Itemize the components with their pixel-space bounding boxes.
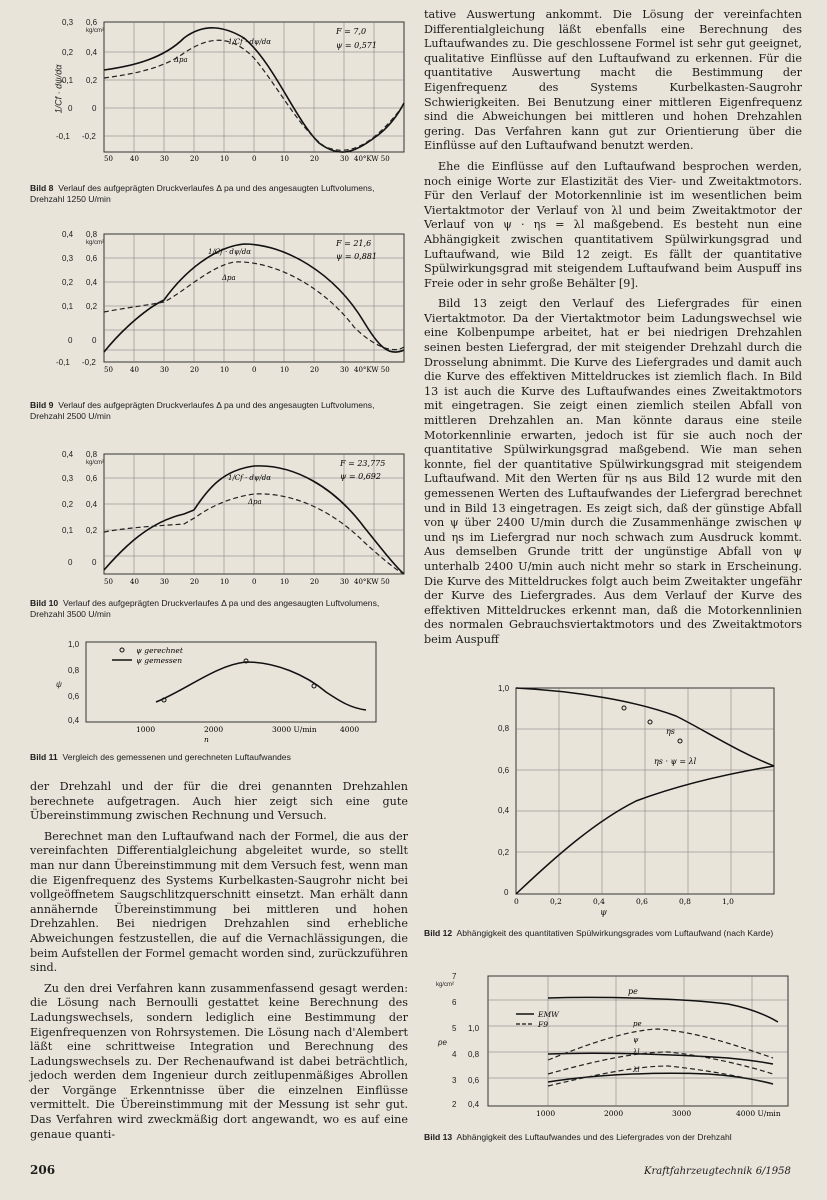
bild12-xtick: 0,8 — [679, 897, 691, 906]
bild12-xlabel: ψ — [600, 908, 608, 918]
journal-title: Kraftfahrzeugtechnik 6/1958 — [644, 1166, 791, 1177]
bild9-xtick: 30 — [340, 366, 349, 374]
bild13-yl: 5 — [452, 1024, 457, 1033]
bild9-yr: -0,2 — [82, 358, 96, 367]
bild9-xtick: 20 — [310, 366, 319, 374]
bild8-xtick: 20 — [190, 155, 199, 163]
bild13-yl: 6 — [452, 998, 457, 1007]
figure-bild11 — [86, 640, 376, 745]
bild12-ytick: 0,2 — [498, 848, 510, 857]
bild13-yr: 0,4 — [468, 1100, 480, 1109]
bild11-ylabel: ψ — [56, 680, 62, 689]
bild12-plot — [516, 686, 774, 908]
bild12-ytick: 0,8 — [498, 724, 510, 733]
bild10-xtick: 0 — [252, 578, 257, 586]
bild11-xtick: 4000 — [340, 725, 360, 734]
bild10-yl: 0,4 — [62, 450, 74, 459]
bild9-yaxis — [30, 228, 104, 373]
bild13-caption-block — [424, 1132, 804, 1143]
bild11-ytick: 0,8 — [68, 666, 80, 675]
bild11-label: Bild 11 — [30, 752, 58, 762]
bild9-xtick: 10 — [220, 366, 229, 374]
bild10-label: Bild 10 — [30, 598, 59, 608]
bild13-ylabel-left: pe — [438, 1038, 447, 1047]
bild8-xtick: 30 — [340, 155, 349, 163]
bild10-xtick: 20 — [310, 578, 319, 586]
bild8-yl: 0 — [68, 104, 73, 113]
bild12-xtick: 0,4 — [593, 897, 605, 906]
bild10-plot — [104, 452, 404, 590]
bild13-yr: 1,0 — [468, 1024, 480, 1033]
bild8-yl: 0,1 — [62, 76, 74, 85]
bild8-yr: 0,4 — [86, 48, 98, 57]
bild10-yl: 0,1 — [62, 526, 74, 535]
bild10-xtick: 10 — [280, 578, 289, 586]
bild10-yr: 0,8 — [86, 450, 98, 459]
bild13-yl: 3 — [452, 1076, 457, 1085]
bild9-yr: 0,4 — [86, 278, 98, 287]
bild8-caption-block — [30, 183, 410, 205]
bild9-yl: -0,1 — [56, 358, 70, 367]
bild9-xtick: 20 — [190, 366, 199, 374]
bild9-curve-label-1: 1/Cf · dψ/dα — [208, 248, 251, 256]
bild13-label: Bild 13 — [424, 1132, 453, 1142]
bild11-ytick: 1,0 — [68, 640, 80, 649]
bild9-xtick: 40 — [130, 366, 139, 374]
bild8-caption: Verlauf des aufgeprägten Druckverlaufes Δ pa und des angesaugten Luftvolumens, Drehzahl 1250 U/min — [30, 183, 375, 204]
bild8-param-psi: ψ = 0,571 — [336, 41, 377, 50]
bild12-curve-label-1: ηs — [666, 727, 675, 736]
figure-bild10 — [104, 452, 404, 590]
bild8-label: Bild 8 — [30, 183, 54, 193]
bild13-yr: 0,8 — [468, 1050, 480, 1059]
bild12-xtick: 1,0 — [722, 897, 734, 906]
bild9-param-psi: ψ = 0,881 — [336, 252, 377, 261]
bild13-caption: Abhängigkeit des Luftaufwandes und des Liefergrades von der Drehzahl — [456, 1132, 732, 1142]
bild9-param-f: F = 21,6 — [336, 239, 372, 248]
bild13-curve-label: pe — [633, 1020, 642, 1028]
bild9-yr: 0,2 — [86, 302, 98, 311]
bild9-yr: 0 — [92, 336, 97, 345]
bild11-xlabel: n — [204, 735, 209, 744]
bild8-xtick: 50 — [104, 155, 113, 163]
bild8-yunit: kg/cm² — [86, 28, 104, 34]
bild8-xtick: 40°KW 50 — [354, 155, 390, 163]
bild10-xtick: 10 — [220, 578, 229, 586]
figure-bild12 — [516, 686, 774, 908]
right-paragraph: Ehe die Einflüsse auf den Luftaufwand besprochen werden, noch einige Worte zur Elastizität des Vier- und Zweitaktmotors. Für den Verlauf der Motorkennlinie ist im wesentlichen beim Viertaktmotor der Verlauf von λl und beim Zweitaktmotor der Verlauf von ψ · ηs = λl maßgebend. Es besteht nun eine Abhängigkeit zwischen quantitativem Spülwirkungsgrad und Luftaufwand, wie Bild 12 zeigt. Es fällt der quantitative Spülwirkungsgrad mit steigendem Luftaufwand beim Auspuff ins Freie oder in sehr große Behälter [9]. — [424, 159, 802, 290]
bild12-label: Bild 12 — [424, 928, 453, 938]
right-paragraph: Bild 13 zeigt den Verlauf des Liefergrades für einen Viertaktmotor. Da der Viertaktmotor beim Ladungswechsel wie eine Kolbenpumpe arbeitet, hat er bei niedrigen Drehzahlen seinen besten Liefergrad, der mit steigender Drehzahl durch die Drosselung abnimmt. Die Kurve des Liefergrades und damit auch die Kurve des effektiven Mitteldruckes ist ziemlich flach. In Bild 13 ist auch die Kurve des Luftaufwandes eines Zweitaktmotors mit eingetragen. Sie zeigt einen ziemlich steilen Abfall von mittleren Drehzahlen an. Man könnte daraus eine steile Motorkennlinie erwarten, jedoch ist für sie auch noch der quantitative Spülwirkungsgrad maßgebend. Wie man sehen konnte, fiel der quantitative Spülwirkungsgrad mit steigendem Luftaufwand. Mit den Werten für ηs aus Bild 12 wurde mit den gemessenen Werten des Luftaufwandes der Liefergrad berechnet und in Bild 13 eingetragen. Es zeigt sich, daß der günstige Abfall von ψ über 2400 U/min durch die Zusammenhänge zwischen ψ und ηs im Liefergrad nur noch schwach zum Ausdruck kommt. Aus demselben Grunde tritt der ungünstige Abfall von ψ unterhalb 2400 U/min auch nicht mehr so stark in Erscheinung. Die Kurve des Mitteldruckes folgt auch beim Zweitakter ungefähr der Kurve des Liefergrades. Aus dem Verlauf der Kurve des effektiven Mitteldruckes erkennt man, daß die Motorkennlinien des normalen Gebrauchsviertaktmotors und des Zweitaktmotors beim Auspuff — [424, 297, 802, 646]
bild10-caption-block — [30, 598, 410, 620]
bild8-yr: 0,2 — [86, 76, 98, 85]
bild12-caption-block — [424, 928, 804, 939]
bild10-yaxis — [30, 448, 104, 586]
bild9-yunit: kg/cm² — [86, 240, 104, 246]
bild9-yl: 0,1 — [62, 302, 74, 311]
bild12-ytick: 0 — [504, 888, 509, 897]
bild11-legend-1: ψ gerechnet — [136, 646, 183, 655]
bild10-xtick: 20 — [190, 578, 199, 586]
bild9-caption: Verlauf des aufgeprägten Druckverlaufes Δ pa und des angesaugten Luftvolumens, Drehzahl 2500 U/min — [30, 400, 375, 421]
bild8-yl: 0,3 — [62, 18, 74, 27]
bild10-xtick: 30 — [340, 578, 349, 586]
bild12-ytick: 0,6 — [498, 766, 510, 775]
bild10-yr: 0,4 — [86, 500, 98, 509]
right-column-text — [424, 8, 802, 654]
bild10-curve-label-2: Δpa — [248, 498, 262, 506]
page-number: 206 — [30, 1163, 56, 1177]
bild13-xtick: 2000 — [604, 1109, 624, 1118]
bild8-xtick: 10 — [220, 155, 229, 163]
bild10-xtick: 50 — [104, 578, 113, 586]
left-column-text — [30, 780, 408, 1148]
bild10-xtick: 40°KW 50 — [354, 578, 390, 586]
bild9-plot — [104, 232, 404, 377]
bild10-yl: 0,3 — [62, 474, 74, 483]
bild13-yl: 7 — [452, 972, 457, 981]
bild13-xtick: 4000 U/min — [736, 1109, 781, 1118]
bild13-yunit: kg/cm² — [436, 982, 454, 988]
bild10-caption: Verlauf des aufgeprägten Druckverlaufes Δ pa und des angesaugten Luftvolumens, Drehzahl 3500 U/min — [30, 598, 380, 619]
bild10-yl: 0 — [68, 558, 73, 567]
bild12-ytick: 0,4 — [498, 806, 510, 815]
bild11-yaxis — [56, 640, 86, 730]
bild9-caption-block — [30, 400, 410, 422]
bild13-curve-label: ψ — [633, 1036, 639, 1044]
bild9-xtick: 30 — [160, 366, 169, 374]
bild8-yr: 0 — [92, 104, 97, 113]
bild12-yaxis — [488, 684, 516, 904]
bild8-curve-label-1: 1/Cf · dψ/dα — [228, 38, 271, 46]
bild8-ylabel: 1/Cf · dψ/dα — [53, 64, 64, 114]
bild9-yl: 0,3 — [62, 254, 74, 263]
bild12-ytick: 1,0 — [498, 684, 510, 693]
bild9-xtick: 40°KW 50 — [354, 366, 390, 374]
bild13-yl: 4 — [452, 1050, 457, 1059]
bild12-xtick: 0,2 — [550, 897, 562, 906]
bild11-plot — [86, 640, 376, 745]
bild13-yr: 0,6 — [468, 1076, 480, 1085]
bild10-yunit: kg/cm² — [86, 460, 104, 466]
bild13-yl: 2 — [452, 1100, 457, 1109]
bild10-yl: 0,2 — [62, 500, 74, 509]
right-paragraph: tative Auswertung ankommt. Die Lösung der vereinfachten Differentialgleichung läßt ebenfalls eine Berechnung des Luftaufwandes zu. Die geschlossene Formel ist sehr gut geeignet, qualitative Einflüsse auf den Luftaufwand zu erkennen. Für die quantitative Auswertung macht die Bestimmung der Eigenfrequenz des Systems Kurbelkasten-Saugrohr Schwierigkeiten. Bei Benutzung einer mittleren Eigenfrequenz sind die Abweichungen bei mittleren und hohen Drehzahlen gering. Das Verfahren kann gut zur Orientierung über die Einflüsse auf den Luftaufwand benutzt werden. — [424, 8, 802, 153]
bild13-legend-1: EMW — [538, 1010, 559, 1019]
bild8-xtick: 20 — [310, 155, 319, 163]
bild11-ytick: 0,6 — [68, 692, 80, 701]
bild8-yl: 0,2 — [62, 48, 74, 57]
bild9-xtick: 0 — [252, 366, 257, 374]
bild13-curve-label: pe — [628, 987, 638, 996]
bild8-yr: 0,6 — [86, 18, 98, 27]
bild8-xtick: 30 — [160, 155, 169, 163]
bild10-yr: 0,6 — [86, 474, 98, 483]
bild9-xtick: 50 — [104, 366, 113, 374]
left-paragraph: Zu den drei Verfahren kann zusammenfassend gesagt werden: die Lösung nach Bernoulli gestattet keine Berechnung des Ladungswechsels, sondern lediglich eine Bestimmung der Eigenfrequenzen von Rohrsystemen. Die Lösung nach d'Alembert läßt eine schrittweise Integration und Berechnung des Ladungswechsels zu. Der Rechenaufwand ist dabei beträchtlich, jedoch werden dem Ingenieur durch zeitlupenmäßiges Abrollen der Vorgänge Erkenntnisse über die einzelnen Einflüsse vermittelt. Die Übereinstimmung mit der Messung ist sehr gut. Das Verfahren wird zweckmäßig dort angewandt, wo es auf eine genaue quanti- — [30, 981, 408, 1141]
bild10-yr: 0,2 — [86, 526, 98, 535]
bild8-yl: -0,1 — [56, 132, 70, 141]
bild8-plot — [104, 18, 404, 168]
bild12-caption: Abhängigkeit des quantitativen Spülwirkungsgrades vom Luftaufwand (nach Karde) — [456, 928, 774, 938]
bild13-xtick: 3000 — [672, 1109, 692, 1118]
bild13-yaxis — [434, 972, 488, 1112]
bild9-yl: 0,4 — [62, 230, 74, 239]
bild10-param-f: F = 23,775 — [340, 459, 386, 468]
bild13-legend-2: F9 — [538, 1020, 548, 1029]
bild11-caption-block — [30, 752, 410, 763]
bild13-curve-label: λl — [633, 1048, 640, 1056]
bild10-curve-label-1: 1/Cf · dψ/dα — [228, 474, 271, 482]
bild10-yr: 0 — [92, 558, 97, 567]
bild9-label: Bild 9 — [30, 400, 54, 410]
bild10-xtick: 40 — [130, 578, 139, 586]
bild11-xtick: 2000 — [204, 725, 224, 734]
bild8-xtick: 10 — [280, 155, 289, 163]
bild9-xtick: 10 — [280, 366, 289, 374]
bild12-xtick: 0,6 — [636, 897, 648, 906]
bild11-xtick: 1000 — [136, 725, 156, 734]
bild8-yaxis-left — [30, 14, 104, 164]
bild8-xtick: 0 — [252, 155, 257, 163]
bild13-plot — [488, 974, 788, 1120]
bild9-yl: 0,2 — [62, 278, 74, 287]
bild8-xtick: 40 — [130, 155, 139, 163]
bild8-yr: -0,2 — [82, 132, 96, 141]
bild9-yr: 0,6 — [86, 254, 98, 263]
bild12-curve-label-2: ηs · ψ = λl — [654, 757, 697, 766]
bild11-legend-2: ψ gemessen — [136, 656, 183, 665]
bild12-xtick: 0 — [514, 897, 519, 906]
bild8-curve-label-2: Δpa — [174, 56, 188, 64]
figure-bild13 — [488, 974, 788, 1120]
figure-bild9 — [104, 232, 404, 377]
bild10-param-psi: ψ = 0,692 — [340, 472, 381, 481]
bild11-caption: Vergleich des gemessenen und gerechneten Luftaufwandes — [62, 752, 291, 762]
left-paragraph: der Drehzahl und der für die drei genannten Drehzahlen berechnete aufgetragen. Auch hier zeigt sich eine gute Übereinstimmung zwischen Rechnung und Versuch. — [30, 780, 408, 823]
bild11-ytick: 0,4 — [68, 716, 80, 725]
bild11-xtick: 3000 U/min — [272, 725, 317, 734]
bild13-curve-label: λl — [633, 1066, 640, 1074]
left-paragraph: Berechnet man den Luftaufwand nach der Formel, die aus der vereinfachten Differentialgleichung abgeleitet wurde, so stellt man nur dann Übereinstimmung mit dem Versuch fest, wenn man die Eigenfrequenz des Systems Kurbelkasten-Saugrohr nicht bei vollgeöffnetem Saugschlitzquerschnitt einsetzt. Man erhält dann annähernde Übereinstimmung bei mittleren und hohen Drehzahlen. Bei niedrigen Drehzahlen sind erhebliche Abweichungen festzustellen, die auf die Vernachlässigungen, die beim Aufstellen der Formel gemacht worden sind, zurückzuführen sind. — [30, 829, 408, 975]
figure-bild8 — [104, 18, 404, 168]
bild10-xtick: 30 — [160, 578, 169, 586]
bild13-xtick: 1000 — [536, 1109, 556, 1118]
bild9-curve-label-2: Δpa — [222, 274, 236, 282]
bild8-param-f: F = 7,0 — [336, 27, 367, 36]
bild9-yl: 0 — [68, 336, 73, 345]
bild9-yr: 0,8 — [86, 230, 98, 239]
